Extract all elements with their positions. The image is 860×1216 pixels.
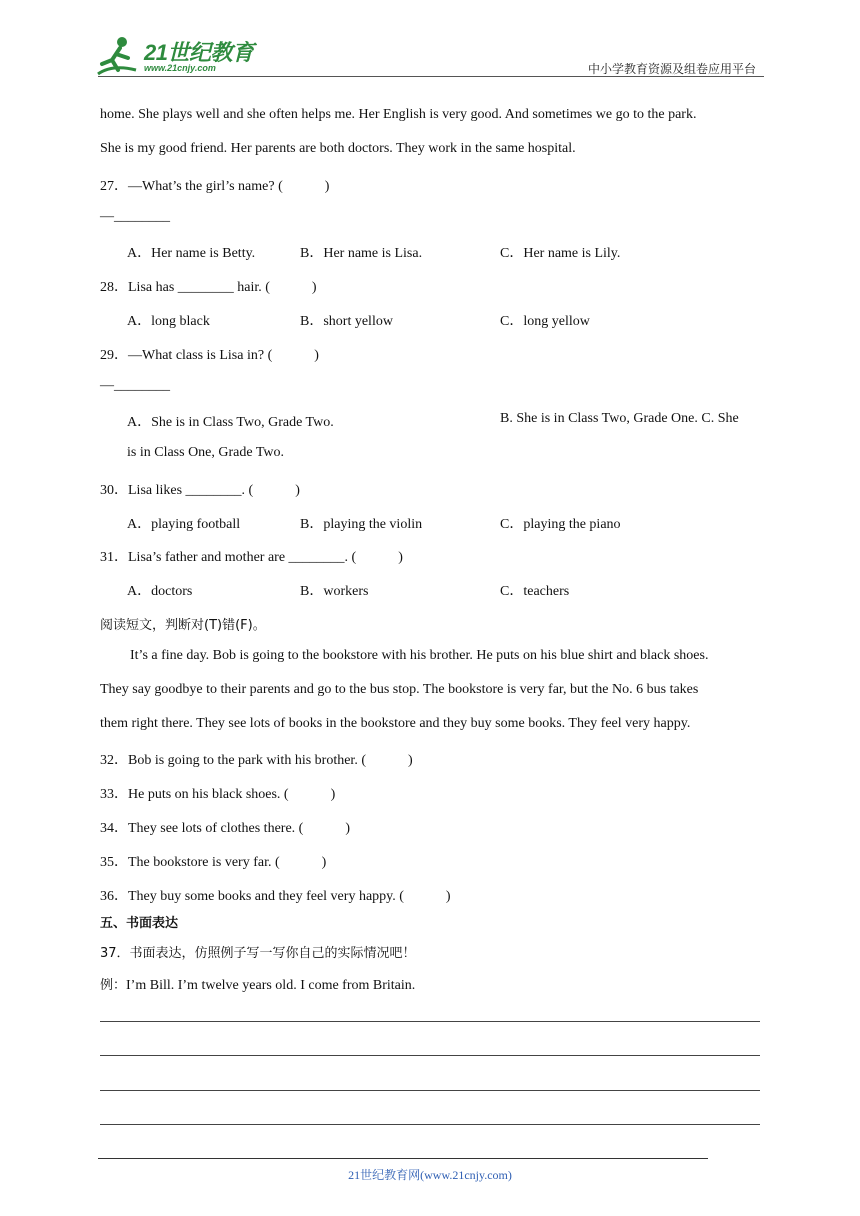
q27-blank: —________ (100, 209, 170, 224)
q31-option-a[interactable]: A．doctors (127, 584, 193, 599)
q29-option-bc[interactable]: B. She is in Class Two, Grade One. C. She (500, 411, 739, 426)
example-text: I’m Bill. I’m twelve years old. I come from Britain. (126, 978, 416, 993)
q30-option-b[interactable]: B．playing the violin (300, 517, 423, 532)
tf-question-32: 32．Bob is going to the park with his brother. ( ) (100, 753, 413, 768)
tf-question-33: 33．He puts on his black shoes. ( ) (100, 787, 336, 802)
q30-option-c[interactable]: C．playing the piano (500, 517, 621, 532)
runner-logo-icon (92, 34, 142, 78)
passage1-line-2: She is my good friend. Her parents are both doctors. They work in the same hospital. (100, 141, 576, 156)
answer-line-1[interactable] (100, 1021, 760, 1022)
q27-option-a[interactable]: A．Her name is Betty. (127, 246, 256, 261)
tf-question-35: 35．The bookstore is very far. ( ) (100, 855, 327, 870)
q28-option-c[interactable]: C．long yellow (500, 314, 590, 329)
section-writing-heading: 五、书面表达 (100, 916, 179, 931)
passage2-line-3: them right there. They see lots of books in the bookstore and they buy some books. They feel very happy. (100, 716, 691, 731)
site-logo (92, 34, 262, 78)
q29-option-c-cont: is in Class One, Grade Two. (127, 445, 285, 460)
passage2-line-1: It’s a fine day. Bob is going to the bookstore with his brother. He puts on his blue shirt and black shoes. (130, 648, 709, 663)
passage2-line-2: They say goodbye to their parents and go to the bus stop. The bookstore is very far, but the No. 6 bus takes (100, 682, 699, 697)
q37-prompt: 37．书面表达，仿照例子写一写你自己的实际情况吧！ (100, 946, 416, 961)
q30-option-a[interactable]: A．playing football (127, 517, 241, 532)
q31-stem: 31．Lisa’s father and mother are ________. ( ) (100, 550, 403, 565)
tf-question-36: 36．They buy some books and they feel very happy. ( ) (100, 889, 451, 904)
writing-example (100, 974, 415, 994)
q29-stem: 29．—What class is Lisa in? ( ) (100, 348, 319, 363)
platform-name: 中小学教育资源及组卷应用平台 (587, 62, 756, 76)
header-divider (98, 76, 764, 77)
q30-stem: 30．Lisa likes ________. ( ) (100, 483, 300, 498)
q29-blank: —________ (100, 378, 170, 393)
q31-option-c[interactable]: C．teachers (500, 584, 570, 599)
answer-line-4[interactable] (100, 1124, 760, 1125)
q28-option-a[interactable]: A．long black (127, 314, 210, 329)
example-prefix: 例： (100, 978, 127, 993)
footer-divider (98, 1158, 708, 1159)
footer-text: 21世纪教育网(www.21cnjy.com) (348, 1168, 512, 1182)
q28-stem: 28．Lisa has ________ hair. ( ) (100, 280, 317, 295)
q28-option-b[interactable]: B．short yellow (300, 314, 393, 329)
q27-option-b[interactable]: B．Her name is Lisa. (300, 246, 423, 261)
logo-text: 21世纪教育 (144, 40, 254, 65)
answer-line-3[interactable] (100, 1090, 760, 1091)
tf-question-34: 34．They see lots of clothes there. ( ) (100, 821, 350, 836)
passage1-line-1: home. She plays well and she often helps me. Her English is very good. And sometimes we go to the park. (100, 107, 697, 122)
section-reading-instruction: 阅读短文，判断对(T)错(F)。 (100, 618, 266, 633)
q29-option-a[interactable]: A．She is in Class Two, Grade Two. (127, 415, 334, 430)
q31-option-b[interactable]: B．workers (300, 584, 369, 599)
q27-option-c[interactable]: C．Her name is Lily. (500, 246, 621, 261)
answer-line-2[interactable] (100, 1055, 760, 1056)
q27-stem: 27．—What’s the girl’s name? ( ) (100, 179, 330, 194)
logo-url: www.21cnjy.com (144, 63, 216, 73)
